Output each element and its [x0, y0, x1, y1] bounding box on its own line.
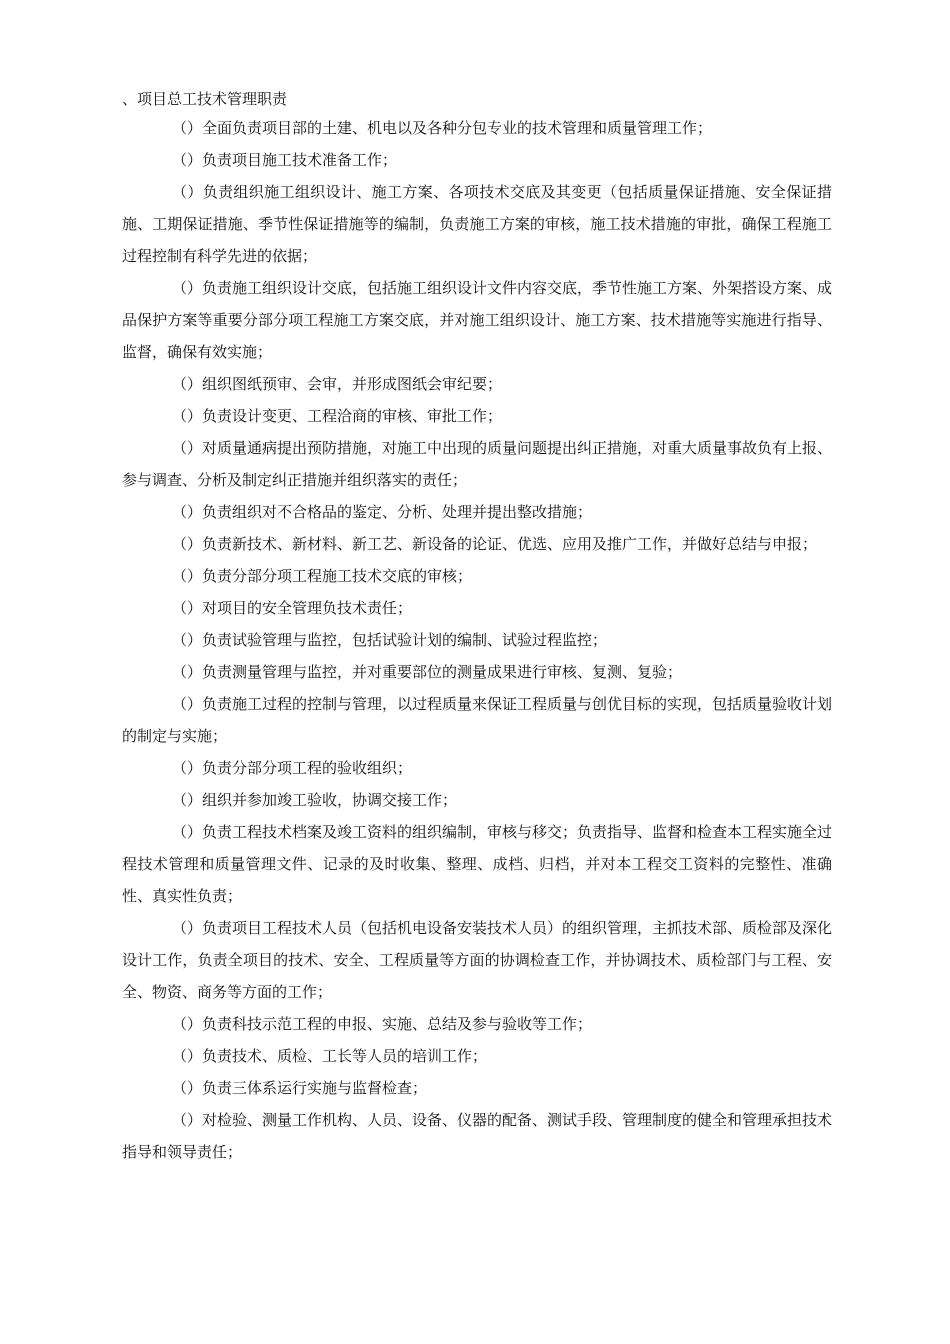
section-heading: 、项目总工技术管理职责 [122, 90, 288, 108]
duty-item: （）负责分部分项工程施工技术交底的审核； [172, 567, 473, 585]
duty-item: （）全面负责项目部的土建、机电以及各种分包专业的技术管理和质量管理工作； [172, 119, 713, 137]
duty-item: （）对检验、测量工作机构、人员、设备、仪器的配备、测试手段、管理制度的健全和管理承担技术指导和领导责任； [122, 1111, 833, 1161]
duty-item: （）负责项目施工技术准备工作； [172, 151, 398, 169]
duty-item: （）负责施工过程的控制与管理，以过程质量来保证工程质量与创优目标的实现，包括质量验收计划的制定与实施； [122, 695, 833, 745]
duty-item: （）负责新技术、新材料、新工艺、新设备的论证、优选、应用及推广工作，并做好总结与申报； [172, 535, 818, 553]
duty-item: （）对项目的安全管理负技术责任； [172, 599, 413, 617]
duty-item: （）负责工程技术档案及竣工资料的组织编制，审核与移交；负责指导、监督和检查本工程实施全过程技术管理和质量管理文件、记录的及时收集、整理、成档、归档，并对本工程交工资料的完整性、准确性、真实性负责； [122, 823, 833, 905]
duty-item: （）负责组织对不合格品的鉴定、分析、处理并提出整改措施； [172, 503, 593, 521]
duty-item: （）负责三体系运行实施与监督检查； [172, 1079, 428, 1097]
duty-item: （）负责科技示范工程的申报、实施、总结及参与验收等工作； [172, 1015, 593, 1033]
duty-item: （）组织并参加竣工验收，协调交接工作； [172, 791, 458, 809]
duty-item: （）负责试验管理与监控，包括试验计划的编制、试验过程监控； [172, 631, 608, 649]
duty-item: （）对质量通病提出预防措施，对施工中出现的质量问题提出纠正措施，对重大质量事故负有上报、参与调查、分析及制定纠正措施并组织落实的责任； [122, 439, 833, 489]
duty-item: （）负责设计变更、工程洽商的审核、审批工作； [172, 407, 503, 425]
duty-item: （）负责施工组织设计交底，包括施工组织设计文件内容交底，季节性施工方案、外架搭设方案、成品保护方案等重要分部分项工程施工方案交底，并对施工组织设计、施工方案、技术措施等实施进行指导、监督，确保有效实施； [122, 279, 833, 361]
duty-item: （）负责项目工程技术人员（包括机电设备安装技术人员）的组织管理，主抓技术部、质检部及深化设计工作，负责全项目的技术、安全、工程质量等方面的协调检查工作，并协调技术、质检部门与工程、安全、物资、商务等方面的工作； [122, 919, 833, 1001]
document-body [122, 86, 832, 1168]
duty-item: （）负责技术、质检、工长等人员的培训工作； [172, 1047, 488, 1065]
duty-item: （）负责组织施工组织设计、施工方案、各项技术交底及其变更（包括质量保证措施、安全保证措施、工期保证措施、季节性保证措施等的编制，负责施工方案的审核，施工技术措施的审批，确保工程施工过程控制有科学先进的依据； [122, 183, 832, 265]
duty-item: （）负责测量管理与监控，并对重要部位的测量成果进行审核、复测、复验； [172, 663, 683, 681]
duty-item: （）组织图纸预审、会审，并形成图纸会审纪要； [172, 375, 503, 393]
duty-item: （）负责分部分项工程的验收组织； [172, 759, 413, 777]
